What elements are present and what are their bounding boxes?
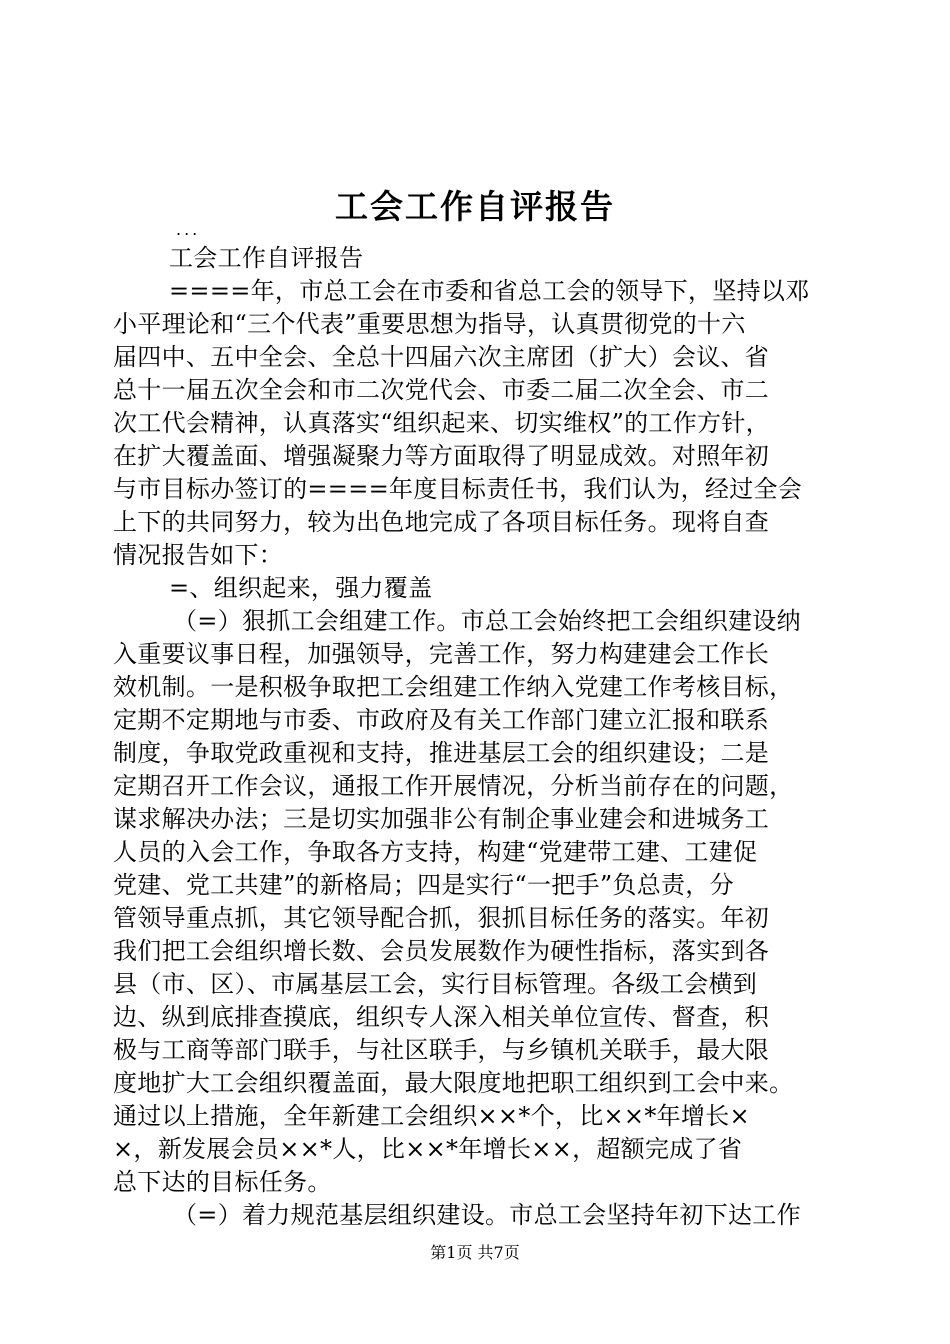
text-line: 上下的共同努力，较为出色地完成了各项目标任务。现将自查 — [113, 508, 770, 536]
section-heading: =、组织起来，强力覆盖 — [169, 574, 433, 602]
text-line: 边、纵到底排查摸底，组织专人深入相关单位宣传、督查，积 — [113, 1003, 770, 1031]
text-line: 与市目标办签订的====年度目标责任书，我们认为，经过全会 — [113, 475, 803, 503]
text-line: 党建、党工共建”的新格局；四是实行“一把手”负总责，分 — [113, 871, 734, 899]
text-line: 我们把工会组织增长数、会员发展数作为硬性指标，落实到各 — [113, 937, 770, 965]
text-line: 情况报告如下： — [113, 541, 284, 569]
text-line: 总十一届五次全会和市二次党代会、市委二届二次全会、市二 — [113, 376, 770, 404]
text-line: 管领导重点抓，其它领导配合抓，狠抓目标任务的落实。年初 — [113, 904, 770, 932]
text-line: 人员的入会工作，争取各方支持，构建“党建带工建、工建促 — [113, 838, 758, 866]
subtitle-line: 工会工作自评报告 — [169, 244, 364, 272]
text-line: 总下达的目标任务。 — [113, 1168, 332, 1196]
text-line: 在扩大覆盖面、增强凝聚力等方面取得了明显成效。对照年初 — [113, 442, 770, 470]
text-line: 入重要议事日程，加强领导，完善工作，努力构建建会工作长 — [113, 640, 770, 668]
ellipsis-line: ... — [176, 220, 201, 239]
text-line: 县（市、区）、市属基层工会，实行目标管理。各级工会横到 — [113, 970, 758, 998]
text-line: 极与工商等部门联手，与社区联手，与乡镇机关联手，最大限 — [113, 1036, 770, 1064]
text-line: 定期召开工作会议，通报工作开展情况，分析当前存在的问题， — [113, 772, 794, 800]
text-line: （=）狠抓工会组建工作。市总工会始终把工会组织建设纳 — [173, 607, 801, 635]
text-line: 次工代会精神，认真落实“组织起来、切实维权”的工作方针， — [113, 409, 770, 437]
text-line: ====年，市总工会在市委和省总工会的领导下，坚持以邓 — [169, 277, 810, 305]
text-line: 届四中、五中全会、全总十四届六次主席团（扩大）会议、省 — [113, 343, 770, 371]
text-line: 定期不定期地与市委、市政府及有关工作部门建立汇报和联系 — [113, 706, 770, 734]
text-line: 通过以上措施，全年新建工会组织××*个，比××*年增长× — [113, 1102, 750, 1130]
text-line: 谋求解决办法；三是切实加强非公有制企事业建会和进城务工 — [113, 805, 770, 833]
page-footer: 第1页 共7页 — [430, 1243, 520, 1262]
text-line: 效机制。一是积极争取把工会组建工作纳入党建工作考核目标， — [113, 673, 794, 701]
text-line: （=）着力规范基层组织建设。市总工会坚持年初下达工作 — [173, 1201, 801, 1229]
text-line: 制度，争取党政重视和支持，推进基层工会的组织建设；二是 — [113, 739, 770, 767]
document-body — [113, 216, 857, 1232]
text-line: 小平理论和“三个代表”重要思想为指导，认真贯彻党的十六 — [113, 310, 746, 338]
document-title: 工会工作自评报告 — [335, 187, 615, 226]
text-line: ×，新发展会员××*人，比××*年增长××，超额完成了省 — [113, 1135, 743, 1163]
text-line: 度地扩大工会组织覆盖面，最大限度地把职工组织到工会中来。 — [113, 1069, 794, 1097]
